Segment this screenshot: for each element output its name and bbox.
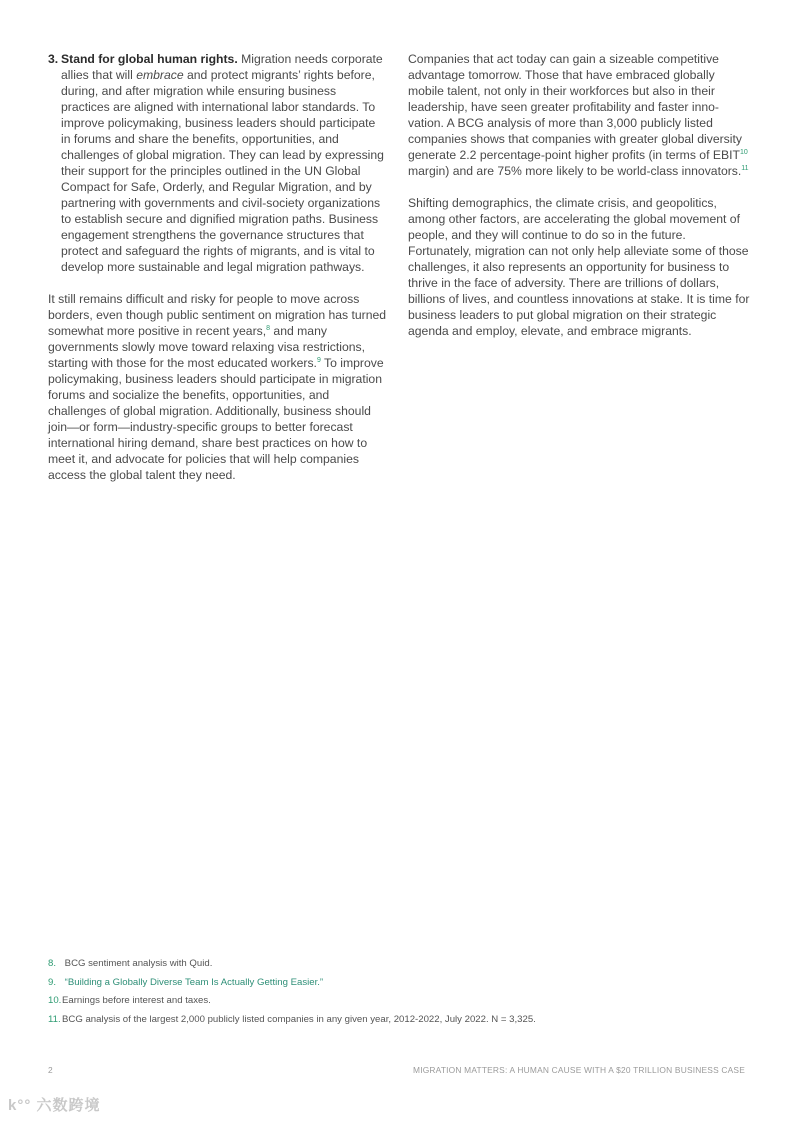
para-text: margin) and are 75% more likely to be world-class innovators. bbox=[408, 164, 742, 178]
item-number: 3. bbox=[48, 52, 59, 66]
left-paragraph-2 bbox=[48, 291, 388, 483]
item-emphasis: embrace bbox=[136, 68, 184, 82]
watermark-text: 六数跨境 bbox=[36, 1097, 101, 1114]
item-text-part-1: Migration needs corporate allies that will bbox=[61, 52, 383, 82]
left-column bbox=[48, 51, 388, 499]
footnote-ref-8[interactable]: 8 bbox=[266, 324, 271, 332]
para-text: To improve policymaking, business leaders should participate in migration forums and socialize the benefits, opportunities, and challenges of global migration. Additionally, business should join—or form—industry-specific groups to better forecast international hiring demand, share best practices on how to meet it, and advocate for policies that will help companies access the global talent they need. bbox=[48, 356, 384, 482]
footnote-link[interactable]: “Building a Globally Diverse Team Is Actually Getting Easier.” bbox=[64, 976, 324, 988]
footnotes bbox=[48, 958, 748, 1032]
footnote-number: 8. bbox=[48, 958, 57, 969]
numbered-item-3 bbox=[48, 51, 388, 275]
footnote-ref-9[interactable]: 9 bbox=[316, 356, 321, 364]
footnote-ref-10[interactable]: 10 bbox=[739, 148, 748, 156]
footnote-9 bbox=[48, 977, 748, 989]
footnote-number: 11. bbox=[48, 1013, 61, 1025]
footer-title: MIGRATION MATTERS: A HUMAN CAUSE WITH A $20 TRILLION BUSINESS CASE bbox=[413, 1065, 745, 1075]
para-text: It still remains difficult and risky for people to move across borders, even though public sentiment on migration has turned somewhat more positive in recent years, bbox=[48, 292, 387, 338]
para-text: Companies that act today can gain a sizeable competitive advantage tomorrow. Those that have embraced globally mobile talent, not only in their workforces but also in their leadership, have seen greater profitability and faster innovation. A BCG analysis of more than 3,000 publicly listed companies shows that companies with greater global diversity generate 2.2 percentage-point higher profits (in terms of EBIT bbox=[408, 52, 742, 162]
item-lead-heading: Stand for global human rights. bbox=[61, 52, 238, 66]
item-text-part-2: and protect migrants’ rights before, during, and after migration while ensuring business practices are aligned with international labor standards. To improve policymaking, business leaders should participate in forums and share the benefits, opportunities, and challenges of global migration. They can lead by expressing their support for the principles outlined in the UN Global Compact for Safe, Orderly, and Regular Migration, and by partnering with governments and civil-society organizations to establish secure and dignified migration paths. Business engagement strengthens the governance structures that protect and safeguard the rights of migrants, and is vital to develop more sustainable and legal migration pathways. bbox=[61, 68, 384, 274]
footnote-number: 9. bbox=[48, 976, 57, 988]
watermark-prefix: k°° bbox=[8, 1097, 32, 1114]
right-paragraph-1 bbox=[408, 51, 750, 179]
footnote-text: Earnings before interest and taxes. bbox=[62, 995, 211, 1006]
right-paragraph-2: Shifting demographics, the climate crisis, and geopolitics, among other factors, are accelerating the global movement of people, and they will continue to do so in the future. Fortunately, migration can not only help alleviate some of those challenges, it also represents an opportunity for business to thrive in the face of adversity. There are trillions of dollars, billions of lives, and countless innovations at stake. It is time for business leaders to put global migration on their strategic agenda and employ, elevate, and embrace migrants. bbox=[408, 196, 750, 338]
para-text: and many governments slowly move toward relaxing visa restrictions, starting with those for the most educated workers. bbox=[48, 324, 365, 370]
watermark-logo bbox=[8, 1094, 101, 1115]
right-column bbox=[408, 51, 750, 355]
footnote-11 bbox=[48, 1014, 748, 1026]
footnote-number: 10. bbox=[48, 995, 62, 1006]
footnote-ref-11[interactable]: 11 bbox=[741, 164, 749, 172]
footnote-text: BCG analysis of the largest 2,000 publicly listed companies in any given year, 2012-2022, July 2022. N = 3,325. bbox=[62, 1013, 536, 1025]
page-number: 2 bbox=[48, 1065, 53, 1075]
footnote-10 bbox=[48, 995, 748, 1007]
footnote-8 bbox=[48, 958, 748, 970]
footnote-text: BCG sentiment analysis with Quid. bbox=[64, 958, 213, 969]
